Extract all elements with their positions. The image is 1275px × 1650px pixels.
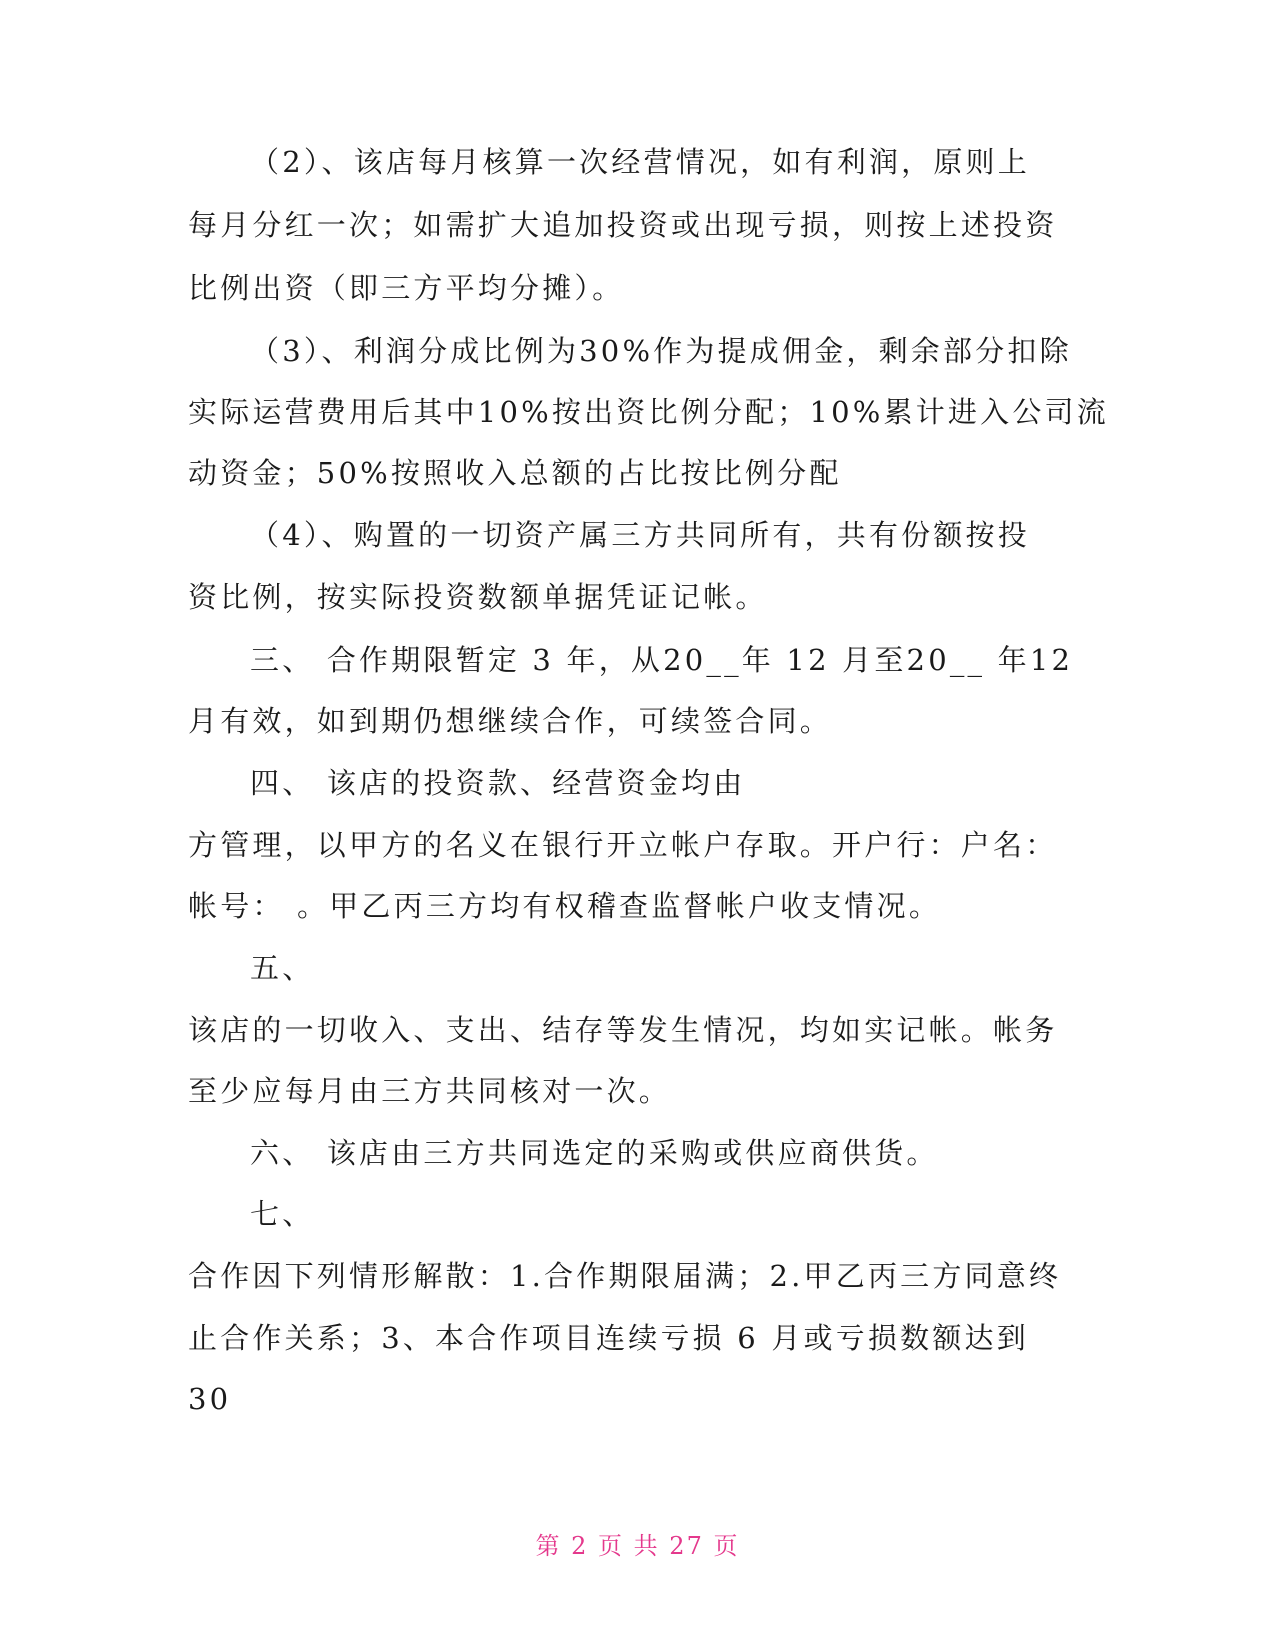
- paragraph-line: 月有效，如到期仍想继续合作，可续签合同。: [188, 704, 833, 738]
- paragraph-line: 实际运营费用后其中10%按出资比例分配；10%累计进入公司流: [188, 395, 1109, 429]
- paragraph-line: 30: [188, 1382, 232, 1416]
- paragraph-line: 方管理，以甲方的名义在银行开立帐户存取。开户行：户名：: [188, 828, 1058, 862]
- paragraph-line: 动资金；50%按照收入总额的占比按比例分配: [188, 456, 842, 490]
- paragraph-line: 三、 合作期限暂定 3 年，从20__年 12 月至20__ 年12: [250, 643, 1074, 677]
- paragraph-line: 帐号： 。甲乙丙三方均有权稽查监督帐户收支情况。: [188, 889, 942, 923]
- paragraph-line: 该店的一切收入、支出、结存等发生情况，均如实记帐。帐务: [188, 1013, 1058, 1047]
- paragraph-line: 每月分红一次；如需扩大追加投资或出现亏损，则按上述投资: [188, 208, 1058, 242]
- section-heading: 七、: [250, 1197, 315, 1231]
- paragraph-line: （3）、利润分成比例为30%作为提成佣金，剩余部分扣除: [250, 334, 1072, 368]
- paragraph-line: 合作因下列情形解散：1.合作期限届满；2.甲乙丙三方同意终: [188, 1259, 1062, 1293]
- paragraph-line: （4）、购置的一切资产属三方共同所有，共有份额按投: [250, 518, 1030, 552]
- paragraph-line: 资比例，按实际投资数额单据凭证记帐。: [188, 580, 768, 614]
- paragraph-line: 四、 该店的投资款、经营资金均由: [250, 766, 746, 800]
- paragraph-line: 比例出资（即三方平均分摊）。: [188, 271, 625, 305]
- paragraph-line: （2）、该店每月核算一次经营情况，如有利润，原则上: [250, 145, 1030, 179]
- section-heading: 五、: [250, 951, 315, 985]
- page-number-footer: 第 2 页 共 27 页: [535, 1532, 740, 1560]
- paragraph-line: 至少应每月由三方共同核对一次。: [188, 1074, 672, 1108]
- paragraph-line: 止合作关系；3、本合作项目连续亏损 6 月或亏损数额达到: [188, 1321, 1029, 1355]
- paragraph-line: 六、 该店由三方共同选定的采购或供应商供货。: [250, 1136, 939, 1170]
